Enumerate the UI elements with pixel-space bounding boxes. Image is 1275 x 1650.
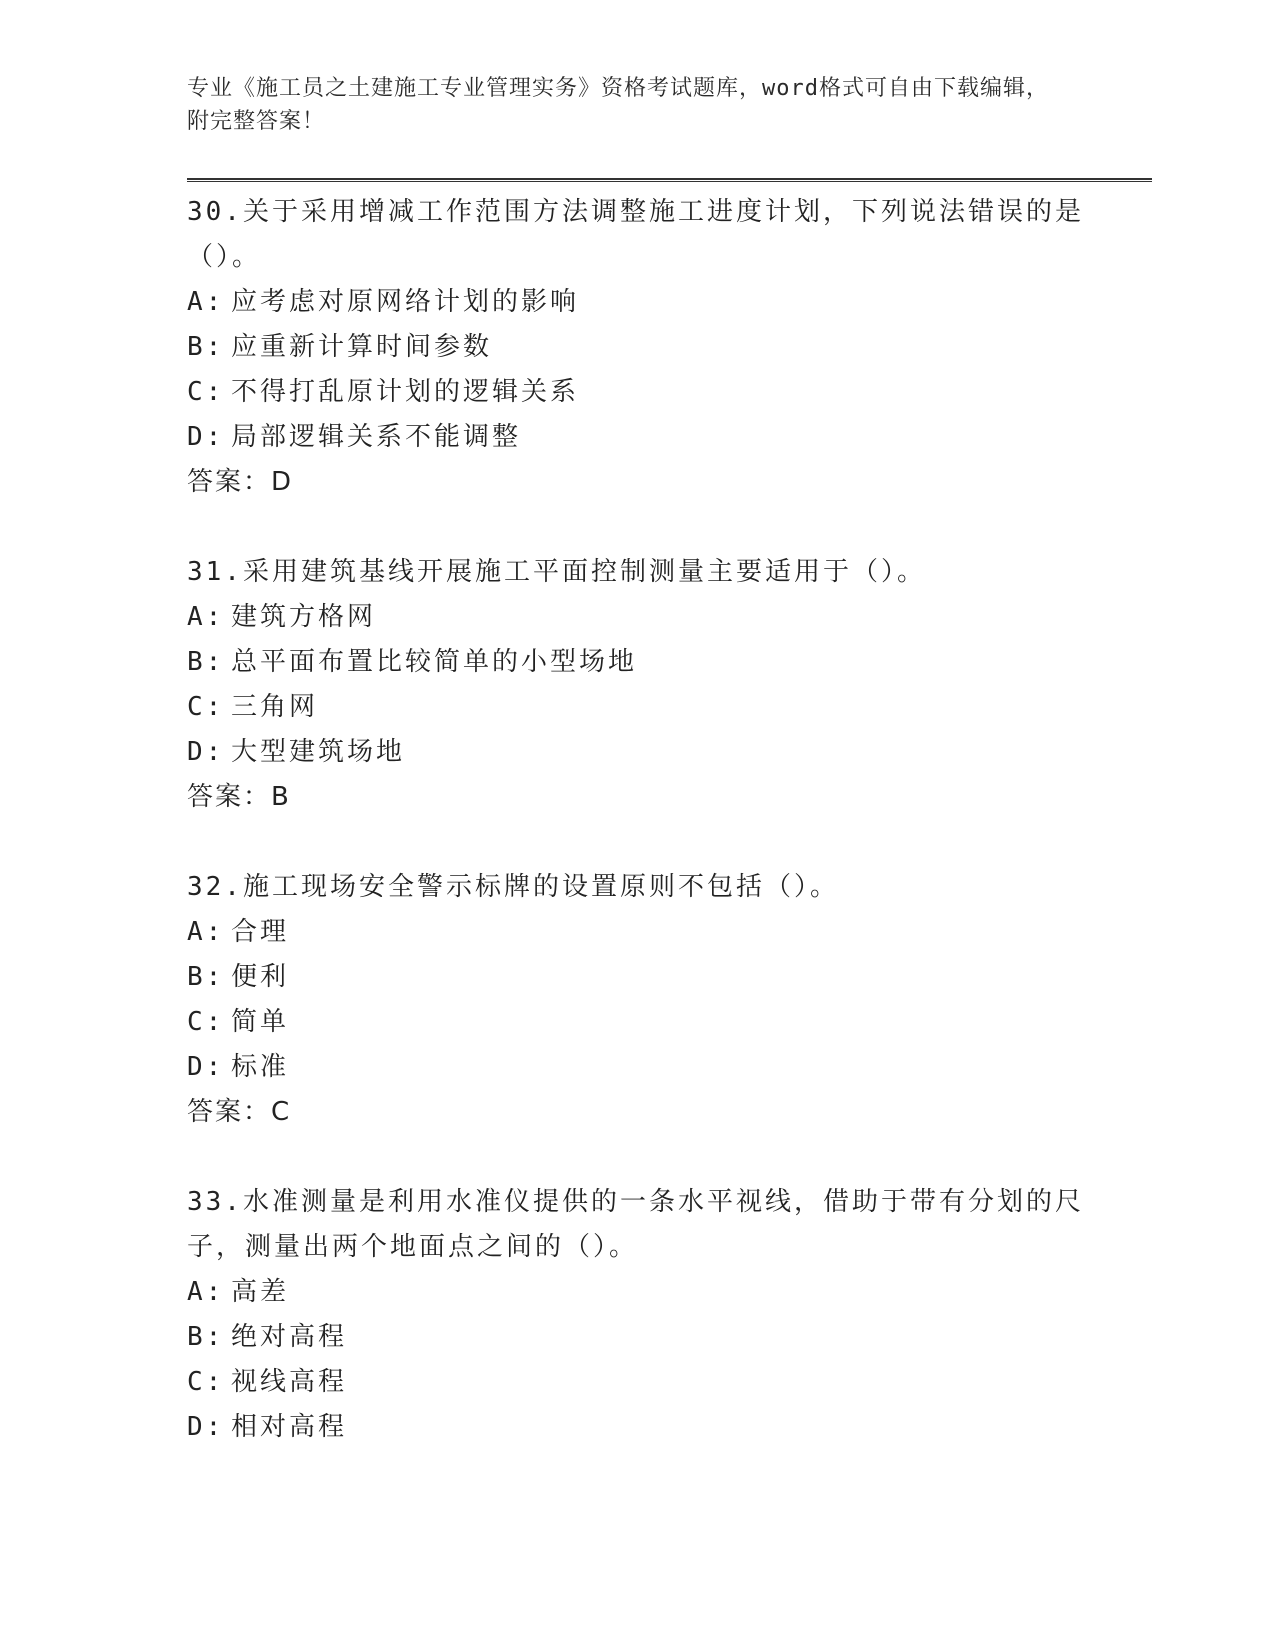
answer-line: 答案：C <box>187 1097 292 1127</box>
option-text: 便利 <box>231 962 290 992</box>
question-stem: 30.关于采用增减工作范围方法调整施工进度计划，下列说法错误的是（）。 <box>187 197 1084 272</box>
option-text: 不得打乱原计划的逻辑关系 <box>231 377 580 407</box>
option-b <box>187 640 1087 685</box>
question-31 <box>187 550 1087 820</box>
option-d <box>187 730 1087 775</box>
option-c <box>187 1000 1087 1045</box>
option-letter: A: <box>187 917 225 947</box>
document-header: 专业《施工员之土建施工专业管理实务》资格考试题库，word格式可自由下载编辑，附完整答案！ <box>187 76 1049 134</box>
option-text: 三角网 <box>231 692 319 722</box>
question-stem: 31.采用建筑基线开展施工平面控制测量主要适用于（）。 <box>187 557 926 587</box>
option-letter: B: <box>187 332 225 362</box>
question-32 <box>187 865 1087 1135</box>
header-divider <box>187 178 1152 182</box>
option-text: 视线高程 <box>231 1367 348 1397</box>
question-list <box>187 190 1087 1495</box>
option-letter: B: <box>187 962 225 992</box>
option-text: 简单 <box>231 1007 290 1037</box>
option-letter: C: <box>187 692 225 722</box>
option-letter: D: <box>187 422 225 452</box>
option-d <box>187 1045 1087 1090</box>
option-letter: C: <box>187 377 225 407</box>
option-c <box>187 1360 1087 1405</box>
option-letter: C: <box>187 1007 225 1037</box>
option-letter: B: <box>187 647 225 677</box>
option-text: 绝对高程 <box>231 1322 348 1352</box>
option-c <box>187 685 1087 730</box>
question-30 <box>187 190 1087 505</box>
option-c <box>187 370 1087 415</box>
option-text: 相对高程 <box>231 1412 348 1442</box>
option-text: 应重新计算时间参数 <box>231 332 493 362</box>
question-stem: 32.施工现场安全警示标牌的设置原则不包括（）。 <box>187 872 839 902</box>
answer-line: 答案：B <box>187 782 291 812</box>
option-letter: B: <box>187 1322 225 1352</box>
option-letter: D: <box>187 1412 225 1442</box>
option-letter: D: <box>187 1052 225 1082</box>
option-a <box>187 910 1087 955</box>
answer-line: 答案：D <box>187 467 294 497</box>
option-letter: A: <box>187 287 225 317</box>
option-letter: A: <box>187 1277 225 1307</box>
option-text: 应考虑对原网络计划的影响 <box>231 287 580 317</box>
option-text: 大型建筑场地 <box>231 737 406 767</box>
question-33 <box>187 1180 1087 1450</box>
option-b <box>187 955 1087 1000</box>
option-letter: A: <box>187 602 225 632</box>
option-letter: C: <box>187 1367 225 1397</box>
option-a <box>187 1270 1087 1315</box>
option-text: 建筑方格网 <box>231 602 377 632</box>
option-a <box>187 280 1087 325</box>
option-letter: D: <box>187 737 225 767</box>
option-b <box>187 1315 1087 1360</box>
option-d <box>187 1405 1087 1450</box>
option-text: 局部逻辑关系不能调整 <box>231 422 522 452</box>
option-text: 总平面布置比较简单的小型场地 <box>231 647 638 677</box>
option-d <box>187 415 1087 460</box>
option-text: 标准 <box>231 1052 290 1082</box>
option-a <box>187 595 1087 640</box>
option-b <box>187 325 1087 370</box>
option-text: 合理 <box>231 917 290 947</box>
question-stem: 33.水准测量是利用水准仪提供的一条水平视线，借助于带有分划的尺子，测量出两个地面点之间的（）。 <box>187 1187 1084 1262</box>
option-text: 高差 <box>231 1277 290 1307</box>
